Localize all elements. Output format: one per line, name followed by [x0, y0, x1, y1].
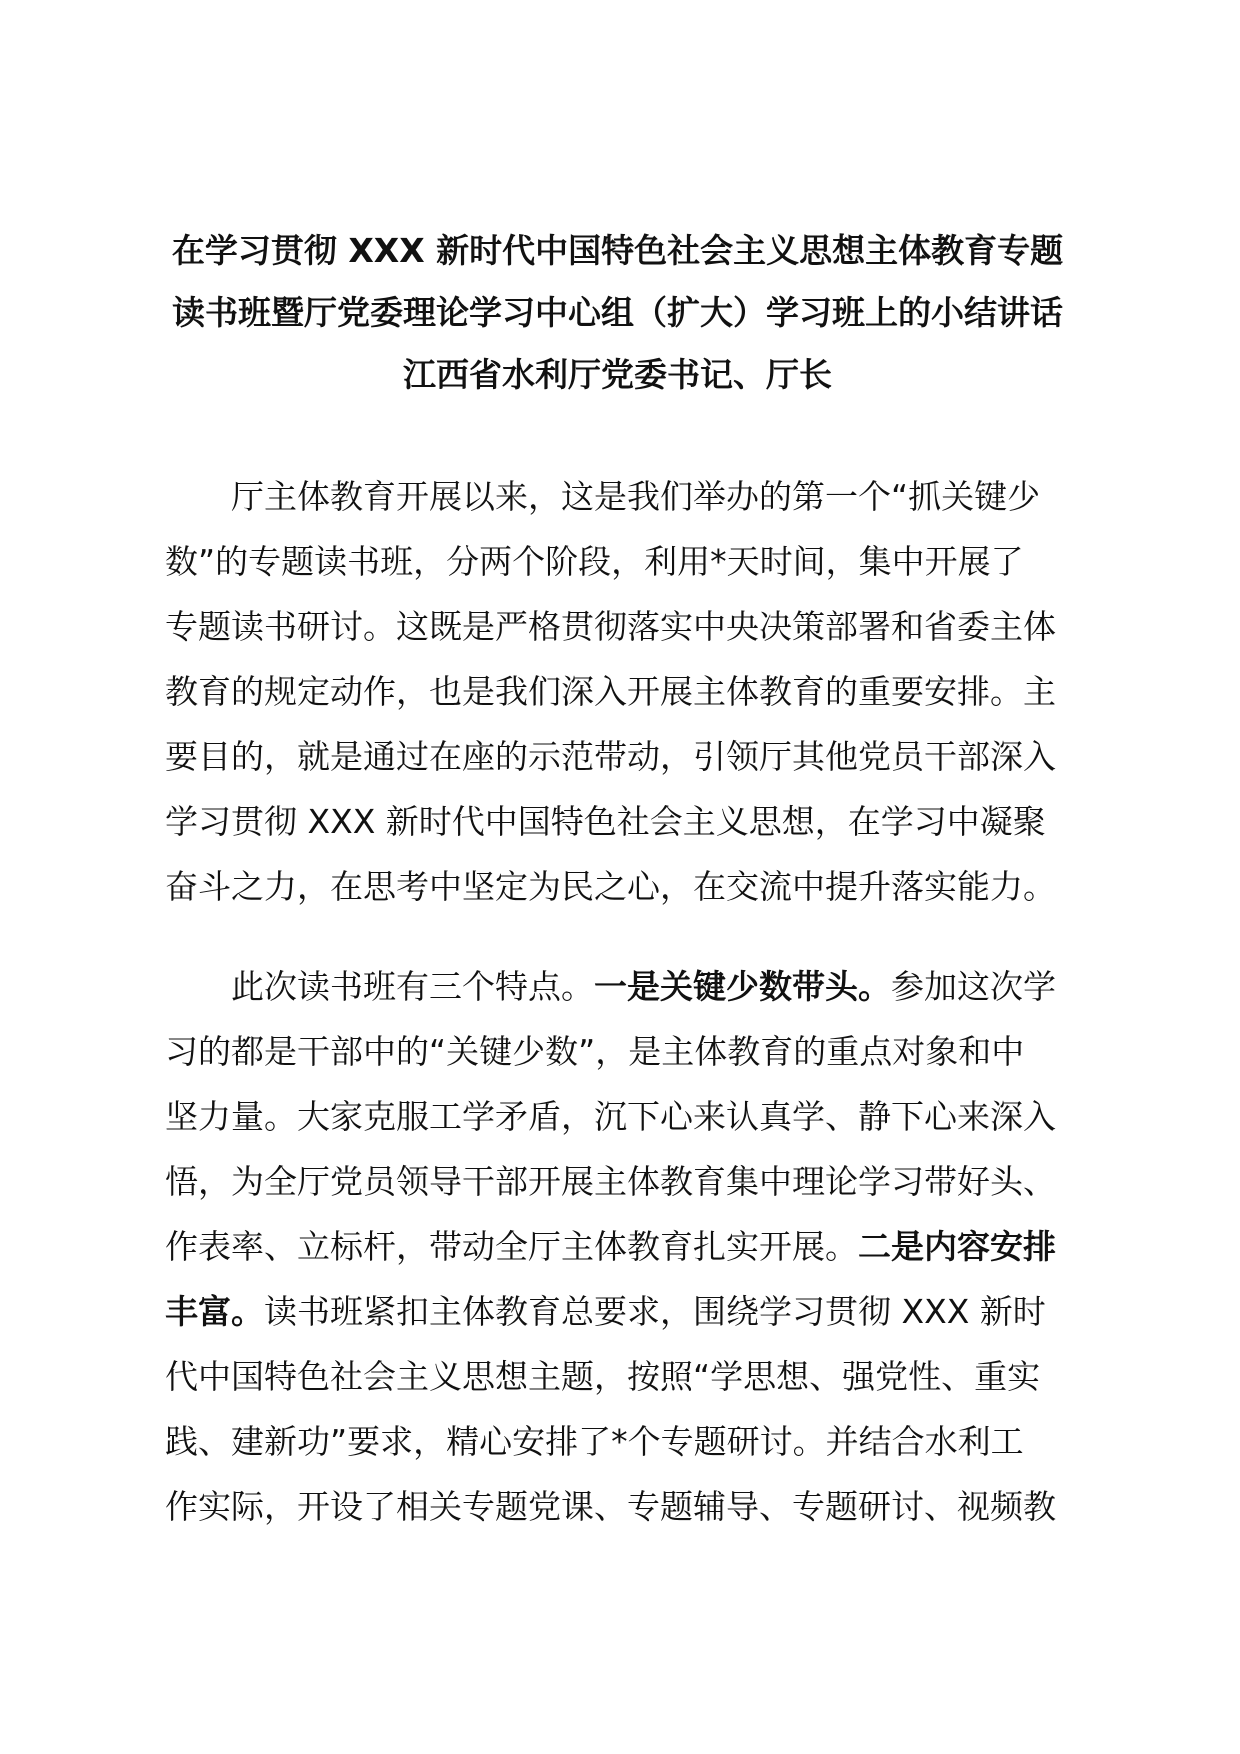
paragraph-1 — [165, 464, 1082, 919]
title-line-2: 读书班暨厅党委理论学习中心组（扩大）学习班上的小结讲话 — [172, 293, 1063, 332]
paragraph-text: 作表率、立标杆，带动全厅主体教育扎实开展。 — [165, 1227, 858, 1266]
paragraph-line: 奋斗之力，在思考中坚定为民之心，在交流中提升落实能力。 — [165, 867, 1056, 906]
paragraph-text: 参加这次学 — [891, 967, 1056, 1006]
document-title — [150, 220, 1085, 406]
bold-point-1: 一是关键少数带头。 — [594, 967, 891, 1006]
paragraph-line: 厅主体教育开展以来，这是我们举办的第一个“抓关键少 — [231, 477, 1041, 516]
paragraph-line — [165, 954, 1082, 1019]
paragraph-line: 坚力量。大家克服工学矛盾，沉下心来认真学、静下心来深入 — [165, 1097, 1056, 1136]
bold-point-2-start: 二是内容安排 — [858, 1227, 1056, 1266]
paragraph-line — [165, 1214, 1082, 1279]
paragraph-line: 作实际，开设了相关专题党课、专题辅导、专题研讨、视频教 — [165, 1487, 1056, 1526]
paragraph-line: 习的都是干部中的“关键少数”，是主体教育的重点对象和中 — [165, 1032, 1025, 1071]
paragraph-line — [165, 1279, 1082, 1344]
paragraph-line: 代中国特色社会主义思想主题，按照“学思想、强党性、重实 — [165, 1357, 1041, 1396]
paragraph-line: 要目的，就是通过在座的示范带动，引领厅其他党员干部深入 — [165, 737, 1056, 776]
paragraph-line: 数”的专题读书班，分两个阶段，利用*天时间，集中开展了 — [165, 542, 1024, 581]
paragraph-text: 读书班紧扣主体教育总要求，围绕学习贯彻 XXX 新时 — [264, 1292, 1046, 1331]
title-author-line: 江西省水利厅党委书记、厅长 — [403, 355, 832, 394]
paragraph-line: 悟，为全厅党员领导干部开展主体教育集中理论学习带好头、 — [165, 1162, 1056, 1201]
paragraph-line: 专题读书研讨。这既是严格贯彻落实中央决策部署和省委主体 — [165, 607, 1056, 646]
paragraph-line: 教育的规定动作，也是我们深入开展主体教育的重要安排。主 — [165, 672, 1056, 711]
paragraph-line: 学习贯彻 XXX 新时代中国特色社会主义思想，在学习中凝聚 — [165, 802, 1046, 841]
paragraph-2 — [165, 954, 1082, 1539]
bold-point-2-end: 丰富。 — [165, 1292, 264, 1331]
paragraph-line: 践、建新功”要求，精心安排了*个专题研讨。并结合水利工 — [165, 1422, 1024, 1461]
paragraph-text: 此次读书班有三个特点。 — [231, 967, 594, 1006]
title-line-1: 在学习贯彻 XXX 新时代中国特色社会主义思想主体教育专题 — [171, 231, 1064, 270]
